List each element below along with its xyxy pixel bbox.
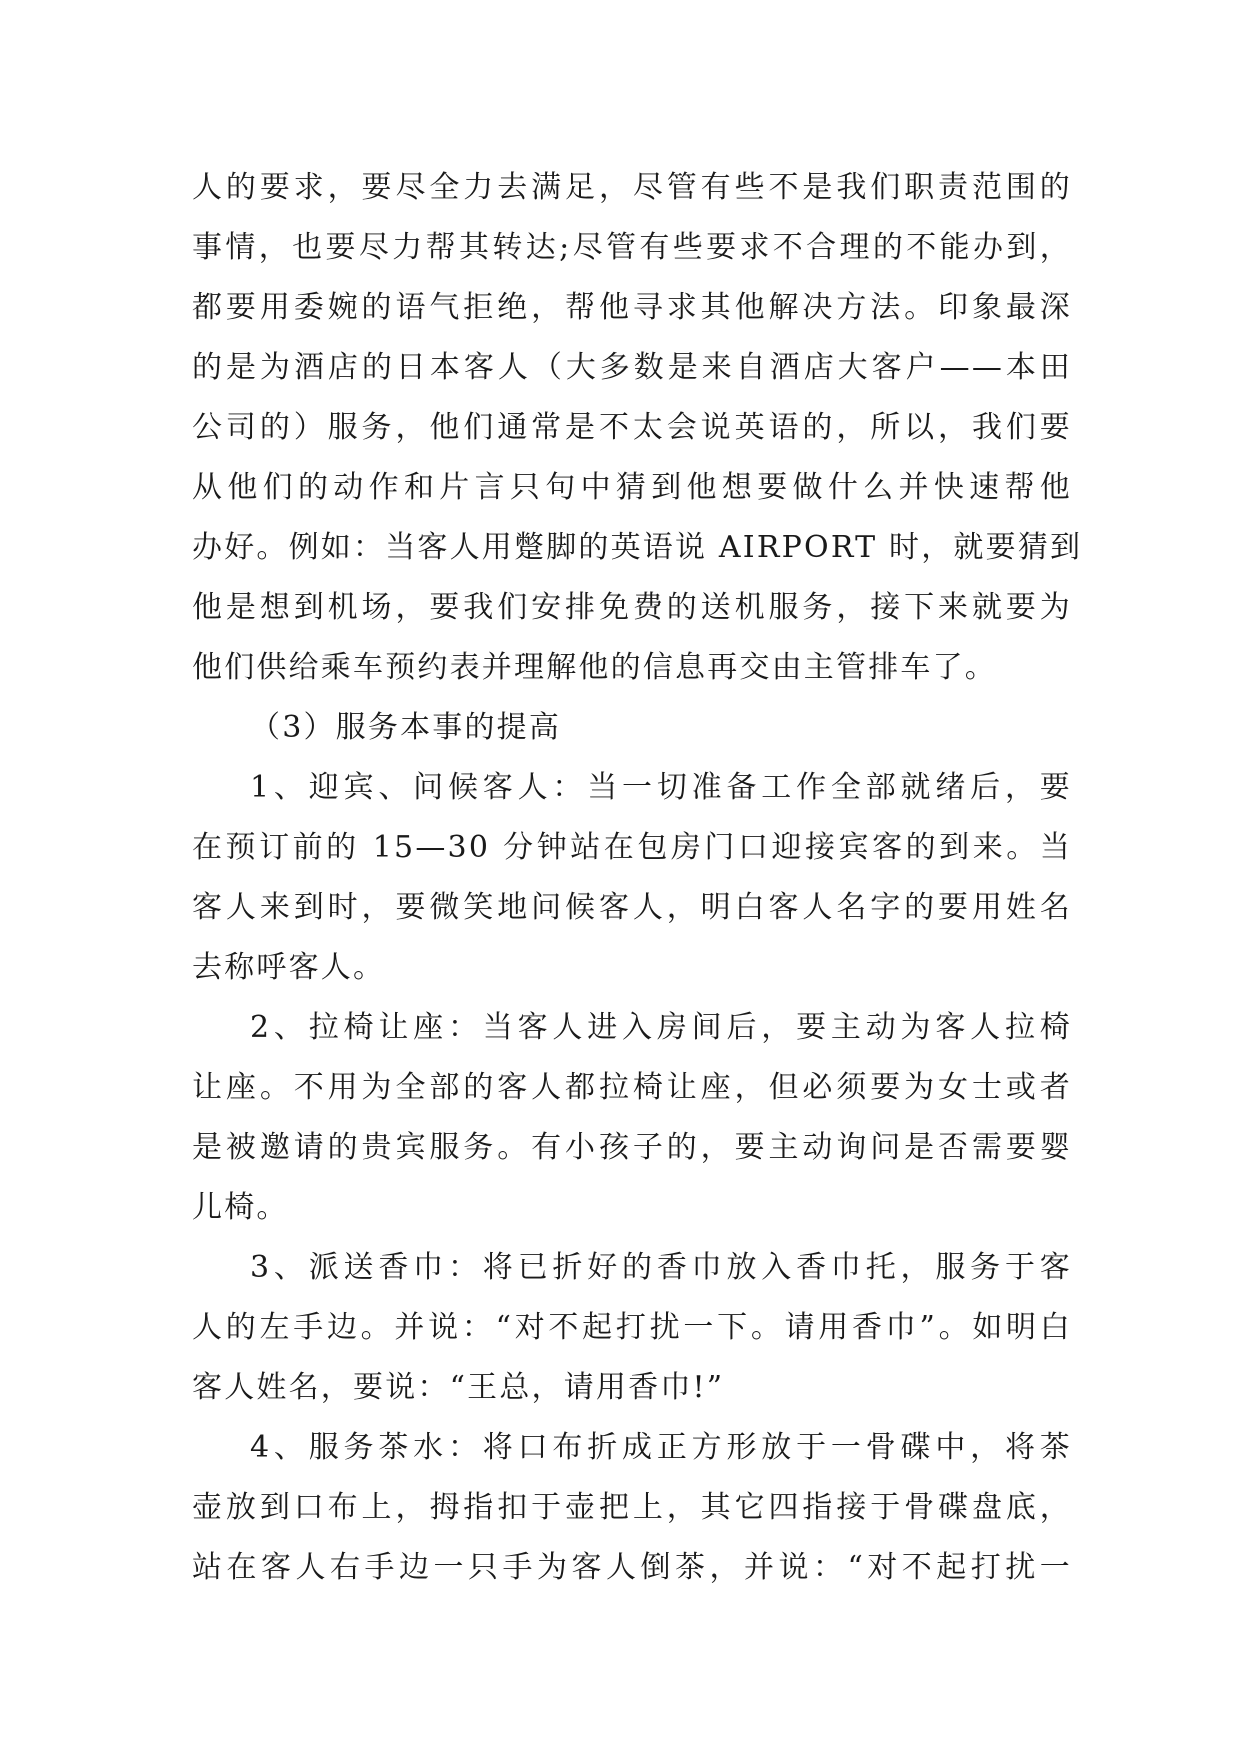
paragraph-line: 事情，也要尽力帮其转达;尽管有些要求不合理的不能办到， bbox=[192, 230, 1072, 265]
paragraph-line: 1、迎宾、问候客人：当一切准备工作全部就绪后，要 bbox=[250, 770, 1072, 805]
paragraph-line: 儿椅。 bbox=[192, 1190, 289, 1225]
paragraph-line: 站在客人右手边一只手为客人倒茶，并说：“对不起打扰一 bbox=[192, 1550, 1072, 1585]
paragraph-line: 去称呼客人。 bbox=[192, 950, 386, 985]
paragraph-line: 客人来到时，要微笑地问候客人，明白客人名字的要用姓名 bbox=[192, 890, 1072, 925]
paragraph-line: 人的左手边。并说：“对不起打扰一下。请用香巾”。如明白 bbox=[192, 1310, 1072, 1345]
paragraph-line: 的是为酒店的日本客人（大多数是来自酒店大客户——本田 bbox=[192, 350, 1072, 385]
paragraph-line: 他们供给乘车预约表并理解他的信息再交由主管排车了。 bbox=[192, 650, 997, 685]
paragraph-line: 让座。不用为全部的客人都拉椅让座，但必须要为女士或者 bbox=[192, 1070, 1072, 1105]
section-heading: （3）服务本事的提高 bbox=[250, 710, 562, 745]
paragraph-line: 客人姓名，要说：“王总，请用香巾!” bbox=[192, 1370, 725, 1405]
paragraph-line: 人的要求，要尽全力去满足，尽管有些不是我们职责范围的 bbox=[192, 170, 1072, 205]
paragraph-line: 在预订前的 15—30 分钟站在包房门口迎接宾客的到来。当 bbox=[192, 830, 1072, 865]
body-text bbox=[192, 158, 1083, 1598]
paragraph-line: 3、派送香巾：将已折好的香巾放入香巾托，服务于客 bbox=[250, 1250, 1072, 1285]
paragraph-line: 公司的）服务，他们通常是不太会说英语的，所以，我们要 bbox=[192, 410, 1072, 445]
paragraph-line: 是被邀请的贵宾服务。有小孩子的，要主动询问是否需要婴 bbox=[192, 1130, 1072, 1165]
paragraph-line: 从他们的动作和片言只句中猜到他想要做什么并快速帮他 bbox=[192, 470, 1072, 505]
paragraph-line: 2、拉椅让座：当客人进入房间后，要主动为客人拉椅 bbox=[250, 1010, 1072, 1045]
paragraph-line: 都要用委婉的语气拒绝，帮他寻求其他解决方法。印象最深 bbox=[192, 290, 1072, 325]
paragraph-line: 他是想到机场，要我们安排免费的送机服务，接下来就要为 bbox=[192, 590, 1072, 625]
paragraph-line: 壶放到口布上，拇指扣于壶把上，其它四指接于骨碟盘底， bbox=[192, 1490, 1072, 1525]
paragraph-line: 4、服务茶水：将口布折成正方形放于一骨碟中，将茶 bbox=[250, 1430, 1072, 1465]
paragraph-line: 办好。例如：当客人用蹩脚的英语说 AIRPORT 时，就要猜到 bbox=[192, 530, 1083, 565]
